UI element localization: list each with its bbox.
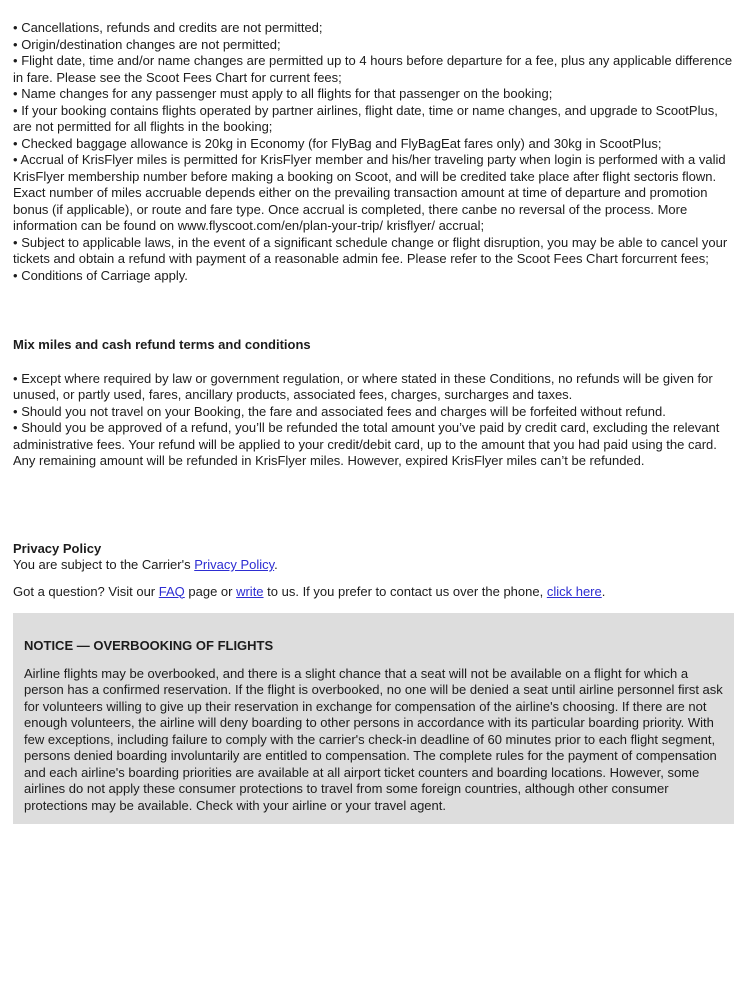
bullet-icon: • [13,152,18,167]
write-link[interactable]: write [236,583,264,599]
contact-text: . [601,583,606,599]
fare-rule-item [13,152,734,235]
fare-rule-text: Accrual of KrisFlyer miles is permitted for KrisFlyer member and his/her traveling party when login is performed with a valid KrisFlyer membership number before making a booking on Scoot, and will be credited take place after flight sectoris flown. Exact number of miles accruable depends either on the prevailing transaction amount at time of departure and promotion bonus (if applicable), or route and fare type. Once accrual is completed, there canbe no reversal of the process. More information can be found on www.flyscoot.com/en/plan-your-trip/ krisflyer/ accrual; [13,152,726,233]
mix-miles-text: Except where required by law or government regulation, or where stated in these Conditions, no refunds will be given for unused, or partly used, fares, ancillary products, associated fees, charges, surcharges and taxes. [13,370,713,402]
fare-rule-text: If your booking contains flights operated by partner airlines, flight date, time or name changes, and upgrade to ScootPlus, are not permitted for all flights in the booking; [13,102,718,134]
mix-miles-item [13,371,734,404]
fare-rule-item [13,86,734,103]
privacy-policy-heading: Privacy Policy [13,540,102,556]
click-here-link[interactable]: click here [546,583,602,599]
bullet-icon: • [13,234,18,250]
fare-rule-text: Flight date, time and/or name changes are permitted up to 4 hours before departure for a fee, plus any applicable difference in fare. Please see the Scoot Fees Chart for current fees; [13,53,733,85]
mix-miles-text: Should you be approved of a refund, you’ll be refunded the total amount you’ve paid by credit card, excluding the relevant administrative fees. Your refund will be applied to your credit/debit card, up to the amount that you had paid using the card. Any remaining amount will be refunded in KrisFlyer miles. However, expired KrisFlyer miles can’t be refunded. [13,420,720,468]
fare-rule-text: Origin/destination changes are not permitted; [21,36,281,52]
bullet-icon: • [13,36,18,52]
privacy-suffix-text: . [274,557,278,572]
mix-miles-text: Should you not travel on your Booking, the fare and associated fees and charges will be forfeited without refund. [21,403,666,419]
mix-miles-heading: Mix miles and cash refund terms and conditions [13,337,311,352]
contact-line [13,584,734,601]
overbooking-notice-body: Airline flights may be overbooked, and there is a slight chance that a seat will not be available on a flight for which a person has a confirmed reservation. If the flight is overbooked, no one will be denied a seat until airline personnel first ask for volunteers willing to give up their reservation in exchange for compensation of the airline's choosing. If there are not enough volunteers, the airline will deny boarding to other persons in accordance with its particular boarding priority. With few exceptions, including failure to comply with the carrier's check-in deadline of 60 minutes prior to each flight segment, persons denied boarding involuntarily are entitled to compensation. The complete rules for the payment of compensation and each airline's boarding priorities are available at all airport ticket counters and boarding locations. However, some airlines do not apply these consumer protections to travel from some foreign countries, although other consumer protections may be available. Check with your airline or your travel agent. [24,665,723,813]
fare-rule-item [13,20,734,37]
fare-rule-text: Subject to applicable laws, in the event of a significant schedule change or flight disruption, you may be able to cancel your tickets and obtain a refund with payment of a reasonable admin fee. Please refer to the Scoot Fees Chart forcurrent fees; [13,234,728,266]
bullet-icon: • [13,267,18,283]
bullet-icon: • [13,403,18,419]
privacy-prefix-text: You are subject to the Carrier's [13,557,195,572]
bullet-icon: • [13,370,18,386]
contact-text: to us. If you prefer to contact us over the phone, [263,583,547,599]
contact-text: Got a question? Visit our [13,583,159,599]
mix-miles-list [13,371,734,470]
fare-rule-text: Conditions of Carriage apply. [21,267,188,283]
fare-rule-item [13,268,734,285]
mix-miles-item [13,420,734,470]
bullet-icon: • [13,102,18,118]
bullet-icon: • [13,20,18,35]
fare-rule-text: Cancellations, refunds and credits are not permitted; [21,20,323,35]
fare-rule-text: Name changes for any passenger must apply to all flights for that passenger on the booking; [21,86,553,101]
mix-miles-item [13,404,734,421]
fare-rule-item [13,235,734,268]
privacy-policy-line [13,557,734,574]
bullet-icon: • [13,86,18,101]
overbooking-notice-heading: NOTICE — OVERBOOKING OF FLIGHTS [24,638,274,653]
faq-link[interactable]: FAQ [158,583,185,599]
fare-rule-item [13,103,734,136]
overbooking-notice-box [13,613,734,824]
privacy-policy-link[interactable]: Privacy Policy [194,557,275,572]
bullet-icon: • [13,135,18,151]
bullet-icon: • [13,420,18,435]
fare-rule-item [13,136,734,153]
fare-rule-item [13,37,734,54]
contact-text: page or [184,583,237,599]
fare-rules-list [13,20,734,284]
fare-rule-text: Checked baggage allowance is 20kg in Economy (for FlyBag and FlyBagEat fares only) and 30kg in ScootPlus; [21,135,662,151]
fare-rule-item [13,53,734,86]
bullet-icon: • [13,53,18,68]
